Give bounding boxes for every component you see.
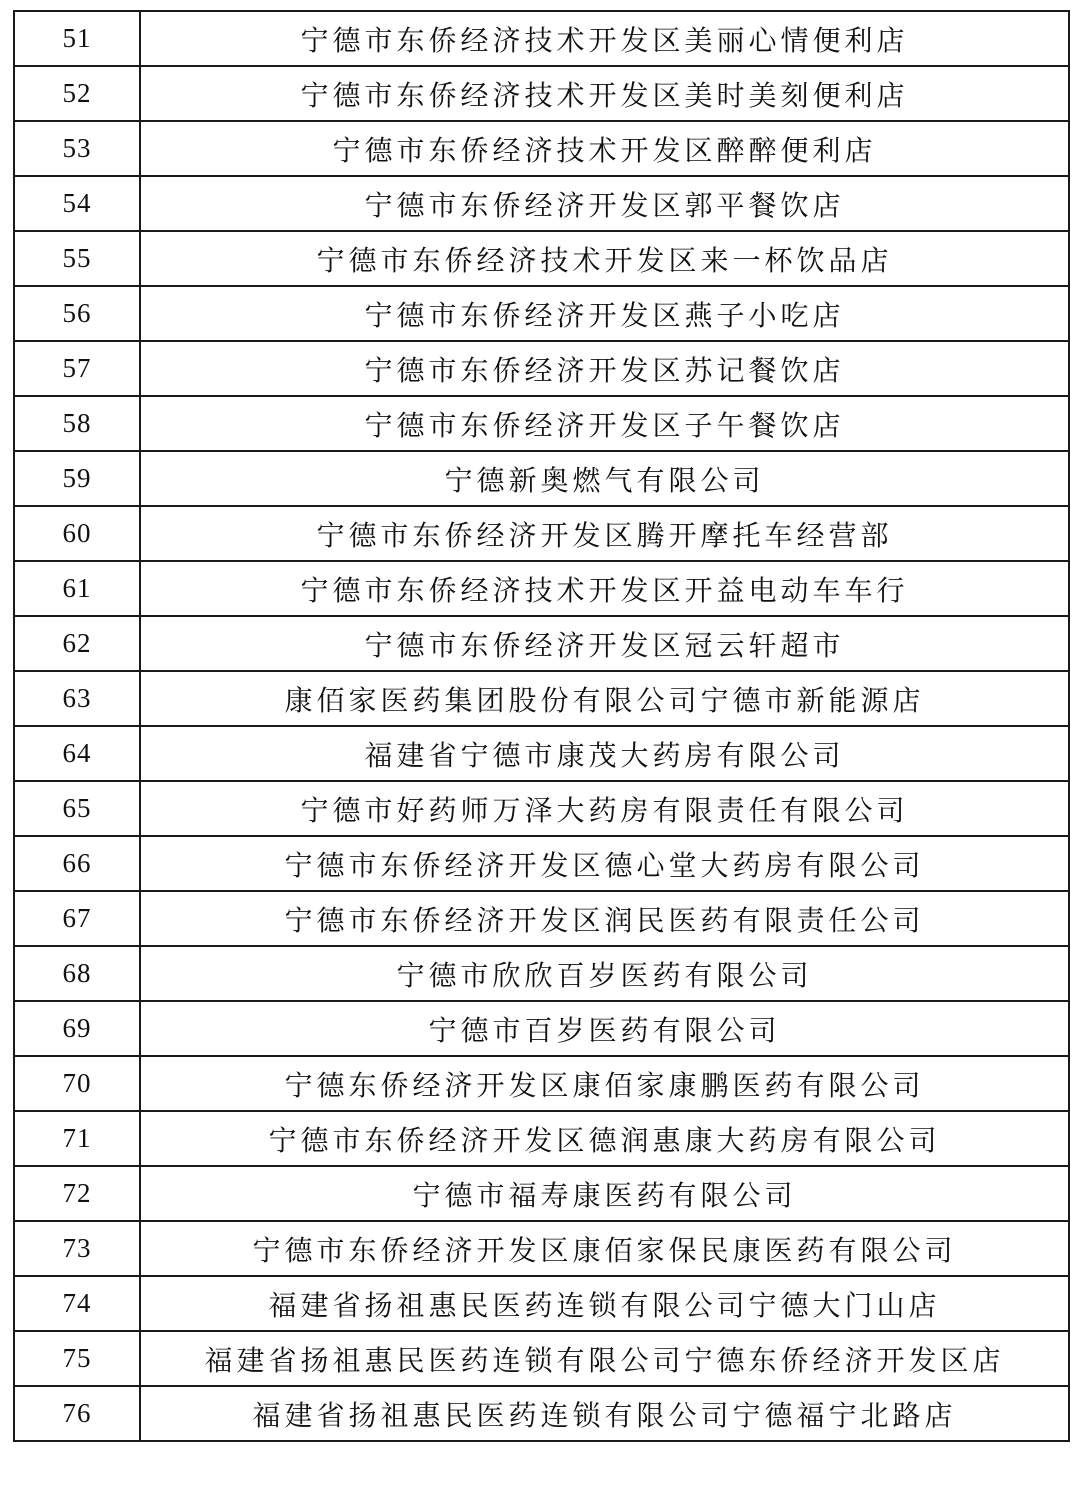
table-row bbox=[14, 561, 1069, 616]
row-number: 71 bbox=[14, 1111, 140, 1166]
row-number: 58 bbox=[14, 396, 140, 451]
business-name: 福建省扬祖惠民医药连锁有限公司宁德大门山店 bbox=[140, 1276, 1069, 1331]
business-name: 宁德市福寿康医药有限公司 bbox=[140, 1166, 1069, 1221]
table-row bbox=[14, 891, 1069, 946]
table-row bbox=[14, 616, 1069, 671]
business-name: 福建省扬祖惠民医药连锁有限公司宁德东侨经济开发区店 bbox=[140, 1331, 1069, 1386]
table-row bbox=[14, 671, 1069, 726]
table-row bbox=[14, 341, 1069, 396]
business-name: 宁德市东侨经济开发区腾开摩托车经营部 bbox=[140, 506, 1069, 561]
row-number: 59 bbox=[14, 451, 140, 506]
business-name: 宁德市东侨经济开发区冠云轩超市 bbox=[140, 616, 1069, 671]
table-row bbox=[14, 836, 1069, 891]
business-name: 福建省扬祖惠民医药连锁有限公司宁德福宁北路店 bbox=[140, 1386, 1069, 1441]
business-name: 宁德市东侨经济开发区康佰家保民康医药有限公司 bbox=[140, 1221, 1069, 1276]
business-name: 宁德市东侨经济开发区子午餐饮店 bbox=[140, 396, 1069, 451]
business-name: 宁德市欣欣百岁医药有限公司 bbox=[140, 946, 1069, 1001]
table-row bbox=[14, 1276, 1069, 1331]
row-number: 75 bbox=[14, 1331, 140, 1386]
business-name: 宁德市东侨经济开发区润民医药有限责任公司 bbox=[140, 891, 1069, 946]
row-number: 65 bbox=[14, 781, 140, 836]
row-number: 69 bbox=[14, 1001, 140, 1056]
row-number: 61 bbox=[14, 561, 140, 616]
row-number: 68 bbox=[14, 946, 140, 1001]
table-row bbox=[14, 176, 1069, 231]
row-number: 53 bbox=[14, 121, 140, 176]
table-row bbox=[14, 286, 1069, 341]
business-name: 宁德市东侨经济开发区苏记餐饮店 bbox=[140, 341, 1069, 396]
row-number: 70 bbox=[14, 1056, 140, 1111]
table-row bbox=[14, 1331, 1069, 1386]
row-number: 76 bbox=[14, 1386, 140, 1441]
table-row bbox=[14, 1221, 1069, 1276]
business-name: 宁德市东侨经济技术开发区美丽心情便利店 bbox=[140, 11, 1069, 66]
business-name: 宁德市东侨经济开发区德润惠康大药房有限公司 bbox=[140, 1111, 1069, 1166]
table-row bbox=[14, 396, 1069, 451]
business-name: 宁德市百岁医药有限公司 bbox=[140, 1001, 1069, 1056]
table-row bbox=[14, 121, 1069, 176]
business-name: 宁德市东侨经济技术开发区来一杯饮品店 bbox=[140, 231, 1069, 286]
business-name: 宁德市东侨经济技术开发区醉醉便利店 bbox=[140, 121, 1069, 176]
row-number: 67 bbox=[14, 891, 140, 946]
table-body bbox=[14, 11, 1069, 1441]
business-name: 宁德市东侨经济开发区德心堂大药房有限公司 bbox=[140, 836, 1069, 891]
business-name: 宁德新奥燃气有限公司 bbox=[140, 451, 1069, 506]
row-number: 60 bbox=[14, 506, 140, 561]
row-number: 56 bbox=[14, 286, 140, 341]
row-number: 74 bbox=[14, 1276, 140, 1331]
row-number: 72 bbox=[14, 1166, 140, 1221]
table-row bbox=[14, 231, 1069, 286]
row-number: 62 bbox=[14, 616, 140, 671]
table-row bbox=[14, 1001, 1069, 1056]
business-name: 康佰家医药集团股份有限公司宁德市新能源店 bbox=[140, 671, 1069, 726]
row-number: 66 bbox=[14, 836, 140, 891]
table-row bbox=[14, 1166, 1069, 1221]
row-number: 51 bbox=[14, 11, 140, 66]
business-name: 宁德市东侨经济开发区燕子小吃店 bbox=[140, 286, 1069, 341]
business-name: 福建省宁德市康茂大药房有限公司 bbox=[140, 726, 1069, 781]
row-number: 54 bbox=[14, 176, 140, 231]
table-row bbox=[14, 1056, 1069, 1111]
table-row bbox=[14, 506, 1069, 561]
business-name: 宁德东侨经济开发区康佰家康鹏医药有限公司 bbox=[140, 1056, 1069, 1111]
table-row bbox=[14, 11, 1069, 66]
row-number: 55 bbox=[14, 231, 140, 286]
table-row bbox=[14, 726, 1069, 781]
table-row bbox=[14, 1386, 1069, 1441]
business-name: 宁德市好药师万泽大药房有限责任有限公司 bbox=[140, 781, 1069, 836]
row-number: 52 bbox=[14, 66, 140, 121]
table-row bbox=[14, 66, 1069, 121]
row-number: 63 bbox=[14, 671, 140, 726]
business-name: 宁德市东侨经济技术开发区开益电动车车行 bbox=[140, 561, 1069, 616]
table-row bbox=[14, 781, 1069, 836]
business-name: 宁德市东侨经济开发区郭平餐饮店 bbox=[140, 176, 1069, 231]
row-number: 73 bbox=[14, 1221, 140, 1276]
table-row bbox=[14, 1111, 1069, 1166]
row-number: 57 bbox=[14, 341, 140, 396]
business-list-table bbox=[13, 10, 1070, 1442]
row-number: 64 bbox=[14, 726, 140, 781]
table-row bbox=[14, 451, 1069, 506]
table-row bbox=[14, 946, 1069, 1001]
business-name: 宁德市东侨经济技术开发区美时美刻便利店 bbox=[140, 66, 1069, 121]
